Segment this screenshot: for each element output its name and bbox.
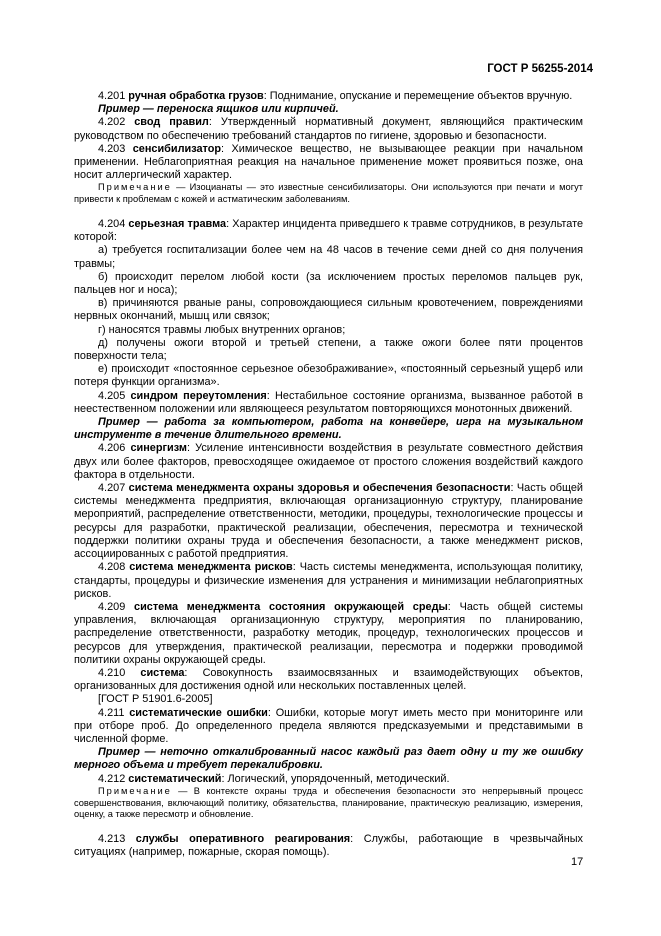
term-title: система менеджмента рисков <box>129 561 293 574</box>
document-body <box>74 90 583 860</box>
term-title: система менеджмента состояния окружающей среды <box>134 600 448 613</box>
page-number: 17 <box>571 856 584 868</box>
term-reference: [ГОСТ Р 51901.6-2005] <box>98 693 213 706</box>
term-title: система менеджмента охраны здоровья и обеспечения безопасности <box>128 482 511 495</box>
term-4-210: 4.210 система: Совокупность взаимосвязанных и взаимодействующих объектов, организованных для достижения одной или нескольких поставленных целей. <box>74 666 583 693</box>
term-4-213: 4.213 службы оперативного реагирования: Службы, работающие в чрезвычайных ситуациях (например, пожарные, скорая помощь). <box>74 833 583 859</box>
term-4-201: 4.201 ручная обработка грузов: Поднимание, опускание и перемещение объектов вручную. <box>98 90 573 102</box>
term-title: ручная обработка грузов <box>128 90 264 102</box>
term-4-203: 4.203 сенсибилизатор: Химическое вещество, не вызывающее реакции при начальном применении. Неблагоприятная реакция на начальное применение может проявиться позже, она носит аллергический характер. <box>74 142 584 182</box>
list-item: г) наносятся травмы любых внутренних органов; <box>98 323 346 336</box>
term-title: серьезная травма <box>128 218 227 231</box>
list-item: д) получены ожоги второй и третьей степени, а также ожоги более пяти процентов поверхности тела; <box>74 336 583 363</box>
term-4-212: 4.212 систематический: Логический, упорядоченный, методический. <box>98 772 450 785</box>
term-4-208: 4.208 система менеджмента рисков: Часть системы менеджмента, использующая политику, стандарты, процедуры и физические изменения для устранения и минимизации неблагоприятных рисков. <box>74 561 583 600</box>
list-item: а) требуется госпитализации более чем на 48 часов в течение семи дней со дня получения травмы; <box>74 244 583 270</box>
term-title: систематические ошибки <box>129 706 268 719</box>
term-title: свод правил <box>134 116 209 129</box>
document-code: ГОСТ Р 56255-2014 <box>487 63 593 75</box>
term-4-205: 4.205 синдром переутомления: Нестабильное состояние организма, вызванное работой в неестественном положении или являющееся результатом повторяющихся монотонных движений. <box>74 389 583 415</box>
term-title: система <box>140 666 185 679</box>
term-title: службы оперативного реагирования <box>135 833 351 846</box>
term-note: Примечание — В контексте охраны труда и обеспечения безопасности это непрерывный процесс совершенствования, включающий политику, обязательства, планирование, практическую реализацию, измерения, оценку, а также пересмотр и обновление. <box>74 785 583 820</box>
term-title: синдром переутомления <box>130 389 267 402</box>
term-4-207: 4.207 система менеджмента охраны здоровья и обеспечения безопасности: Часть общей системы менеджмента предприятия, включающая организационную структуру, планирование мероприятий, распределение ответственности, методики, процедуры, технологические процессы и ресурсы для разработки, практической реализации, обеспечения, пересмотра и технической поддержки политики охраны труда и обеспечения безопасности, а также менеджмент рисков, ассоциированных с работой предприятия. <box>74 482 583 561</box>
term-4-209: 4.209 система менеджмента состояния окружающей среды: Часть общей системы управления, включающая организационную структуру, мероприятия по планированию, распределение ответственности, разработку методик, процедур, технологических процессов и ресурсов для утверждения, практической реализации, пересмотра и подержки проводимой политики охраны окружающей среды. <box>74 600 583 666</box>
list-item: б) происходит перелом любой кости (за исключением простых переломов пальцев рук, пальцев ног и носа); <box>74 270 583 297</box>
term-example: Пример — переноска ящиков или кирпичей. <box>98 103 339 116</box>
term-4-202: 4.202 свод правил: Утвержденный нормативный документ, являющийся практическим руководством по обеспечению требований стандартов по гигиене, здоровью и безопасности. <box>74 116 583 142</box>
term-title: синергизм <box>130 442 187 455</box>
term-note: Примечание — Изоцианаты — это известные сенсибилизаторы. Они используются при печати и могут привести к проблемам с кожей и астматическим заболеваниям. <box>74 182 583 205</box>
list-item: в) причиняются рваные раны, сопровождающиеся сильным кровотечением, повреждениями нервных окончаний, мышц или связок; <box>74 297 583 323</box>
term-title: сенсибилизатор <box>132 142 222 155</box>
term-title: систематический <box>128 772 222 785</box>
term-4-206: 4.206 синергизм: Усиление интенсивности воздействия в результате совместного действия двух или более факторов, превосходящее ожидаемое от простого сложения воздействий каждого фактора в отдельности. <box>74 442 583 481</box>
term-4-204: 4.204 серьезная травма: Характер инцидента приведшего к травме сотрудников, в результате которой: <box>74 218 583 244</box>
list-item: е) происходит «постоянное серьезное обезображивание», «постоянный серьезный ущерб или потеря функции организма». <box>74 363 583 389</box>
term-4-211: 4.211 систематические ошибки: Ошибки, которые могут иметь место при мониторинге или при отборе проб. До определенного предела являются предсказуемыми и представимыми в численной форме. <box>74 706 584 745</box>
term-example: Пример — работа за компьютером, работа на конвейере, игра на музыкальном инструменте в течение длительного времени. <box>74 416 583 442</box>
term-example: Пример — неточно откалиброванный насос каждый раз дает одну и ту же ошибку мерного объема и требует перекалибровки. <box>74 746 583 772</box>
